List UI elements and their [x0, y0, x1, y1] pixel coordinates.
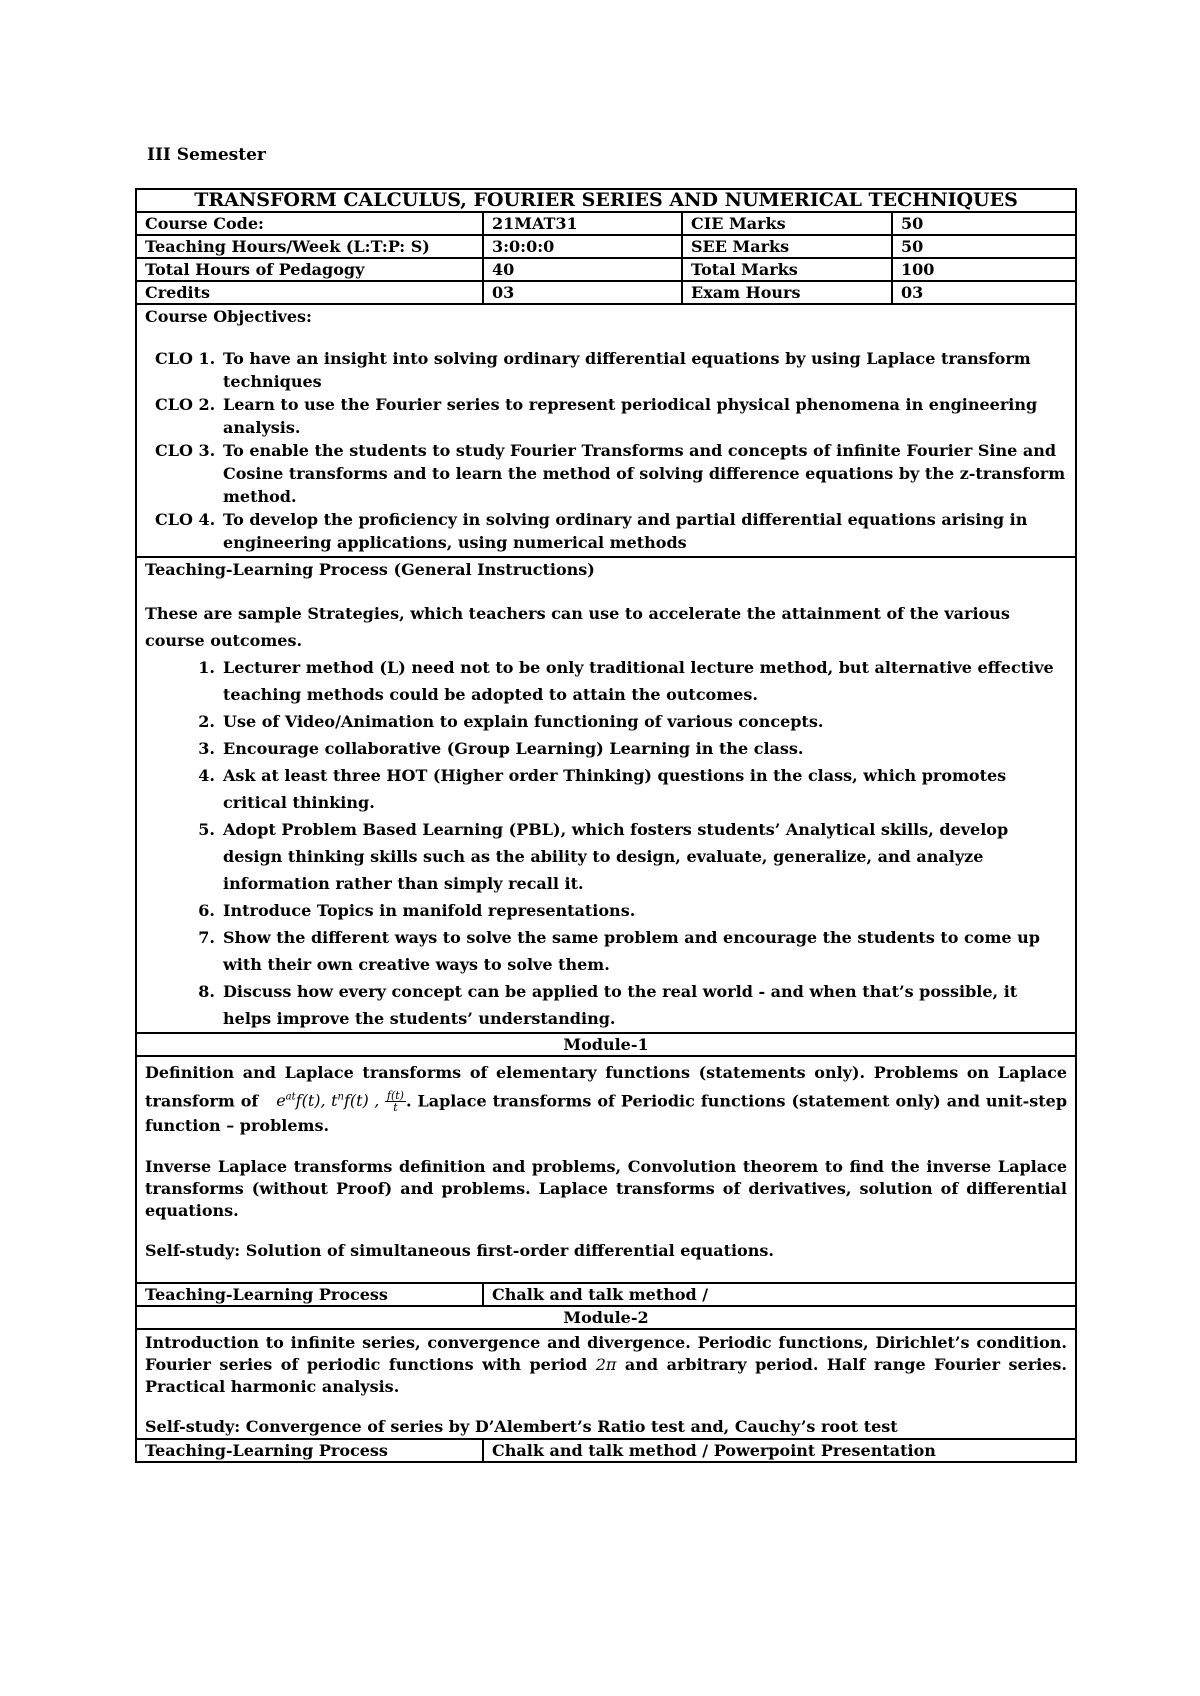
strategy-text: Show the different ways to solve the same problem and encourage the students to come up with their own creative ways to solve them. [223, 928, 1040, 974]
info-label: Total Marks [682, 258, 892, 281]
clo-label: CLO 1. [155, 349, 216, 368]
strategy-text: Discuss how every concept can be applied to the real world - and when that’s possible, it helps improve the students’ understanding. [223, 982, 1018, 1028]
tlp-label: Teaching-Learning Process [136, 1439, 483, 1462]
period-expression: 2π [595, 1355, 617, 1375]
info-value: 03 [483, 281, 682, 304]
info-value: 100 [892, 258, 1076, 281]
info-value: 03 [892, 281, 1076, 304]
module-1-text: . Laplace transforms of Periodic functions (statement only) and unit-step function – problems. [145, 1091, 1068, 1136]
clo-label: CLO 3. [155, 441, 216, 460]
strategy-text: Adopt Problem Based Learning (PBL), which fosters students’ Analytical skills, develop design thinking skills such as the ability to design, evaluate, generalize, and analyze information rather than simply recall it. [223, 820, 1009, 893]
module-1-text: Definition and Laplace transforms of elementary functions (statements only). Problems on Laplace transform of [145, 1063, 1067, 1111]
info-value: 40 [483, 258, 682, 281]
module-2-paragraph-1: Introduction to infinite series, convergence and divergence. Periodic functions, Dirichlet’s condition. Fourier series of periodic functions with period 2π and arbitrary period. Half range Fourier series. Practical harmonic analysis. [145, 1333, 1067, 1397]
tlp-label: Teaching-Learning Process [136, 1283, 483, 1306]
module-2-content [136, 1329, 1076, 1439]
course-objectives [136, 304, 1076, 557]
strategy-number: 5. [198, 820, 215, 839]
clo-list [145, 347, 1067, 554]
strategy-number: 3. [198, 739, 215, 758]
strategy-text: Lecturer method (L) need not to be only traditional lecture method, but alternative effective teaching methods could be adopted to attain the outcomes. [223, 658, 1054, 704]
teaching-intro: These are sample Strategies, which teachers can use to accelerate the attainment of the various course outcomes. [145, 604, 1010, 650]
info-label: Total Hours of Pedagogy [136, 258, 483, 281]
info-value: 50 [892, 235, 1076, 258]
strategy-number: 7. [198, 928, 215, 947]
info-row [136, 212, 1076, 235]
clo-text: To have an insight into solving ordinary differential equations by using Laplace transform techniques [223, 349, 1031, 391]
strategy-text: Ask at least three HOT (Higher order Thinking) questions in the class, which promotes critical thinking. [223, 766, 1007, 812]
info-value: 50 [892, 212, 1076, 235]
module-2-heading: Module-2 [136, 1306, 1076, 1329]
clo-text: To enable the students to study Fourier Transforms and concepts of infinite Fourier Sine and Cosine transforms and to learn the method of solving difference equations by the z-transform method. [223, 441, 1066, 506]
strategy-number: 6. [198, 901, 215, 920]
module-1-self-study: Self-study: Solution of simultaneous first-order differential equations. [145, 1241, 774, 1261]
info-label: Teaching Hours/Week (L:T:P: S) [136, 235, 483, 258]
strategy-item [145, 924, 1067, 978]
course-table [135, 188, 1077, 1463]
objectives-heading: Course Objectives: [145, 307, 312, 326]
info-label: CIE Marks [682, 212, 892, 235]
strategy-item [145, 897, 1067, 924]
strategy-number: 4. [198, 766, 215, 785]
info-label: Credits [136, 281, 483, 304]
strategy-item [145, 708, 1067, 735]
tlp-value: Chalk and talk method / [483, 1283, 1076, 1306]
strategy-list [145, 654, 1067, 1032]
clo-item [145, 439, 1067, 508]
teaching-learning-section [136, 557, 1076, 1033]
strategy-item [145, 735, 1067, 762]
info-row [136, 258, 1076, 281]
tlp-value: Chalk and talk method / Powerpoint Presentation [483, 1439, 1076, 1462]
strategy-number: 8. [198, 982, 215, 1001]
module-1-paragraph-1 [145, 1060, 1067, 1138]
info-label: Course Code: [136, 212, 483, 235]
strategy-item [145, 978, 1067, 1032]
strategy-number: 1. [198, 658, 215, 677]
info-label: Exam Hours [682, 281, 892, 304]
module-1-content [136, 1056, 1076, 1283]
clo-item [145, 508, 1067, 554]
clo-label: CLO 2. [155, 395, 216, 414]
info-value: 3:0:0:0 [483, 235, 682, 258]
clo-text: To develop the proficiency in solving ordinary and partial differential equations arising in engineering applications, using numerical methods [223, 510, 1028, 552]
clo-item [145, 347, 1067, 393]
strategy-number: 2. [198, 712, 215, 731]
clo-text: Learn to use the Fourier series to represent periodical physical phenomena in engineering analysis. [223, 395, 1038, 437]
module-1-paragraph-2: Inverse Laplace transforms definition and problems, Convolution theorem to find the inverse Laplace transforms (without Proof) and problems. Laplace transforms of derivatives, solution of differential equations. [145, 1157, 1067, 1221]
module-2-self-study: Self-study: Convergence of series by D’Alembert’s Ratio test and, Cauchy’s root test [145, 1417, 898, 1437]
clo-item [145, 393, 1067, 439]
strategy-text: Encourage collaborative (Group Learning) Learning in the class. [223, 739, 804, 758]
fraction: $\frac{f(t)}{t}$ [386, 1089, 404, 1115]
strategy-item [145, 816, 1067, 897]
teaching-heading: Teaching-Learning Process (General Instructions) [145, 560, 595, 579]
module-1-tlp-row [136, 1283, 1076, 1306]
strategy-text: Introduce Topics in manifold representations. [223, 901, 636, 920]
info-row [136, 235, 1076, 258]
info-row [136, 281, 1076, 304]
module-2-tlp-row [136, 1439, 1076, 1462]
info-label: SEE Marks [682, 235, 892, 258]
course-title: TRANSFORM CALCULUS, FOURIER SERIES AND NUMERICAL TECHNIQUES [136, 189, 1076, 212]
strategy-text: Use of Video/Animation to explain functioning of various concepts. [223, 712, 824, 731]
semester-label: III Semester [147, 145, 266, 165]
clo-label: CLO 4. [155, 510, 216, 529]
module-1-heading: Module-1 [136, 1033, 1076, 1056]
info-value: 21MAT31 [483, 212, 682, 235]
strategy-item [145, 654, 1067, 708]
laplace-expression: $e^{at}f(t)$, $t^nf(t)$ , $\frac{f(t)}{t}$ [276, 1089, 404, 1115]
strategy-item [145, 762, 1067, 816]
